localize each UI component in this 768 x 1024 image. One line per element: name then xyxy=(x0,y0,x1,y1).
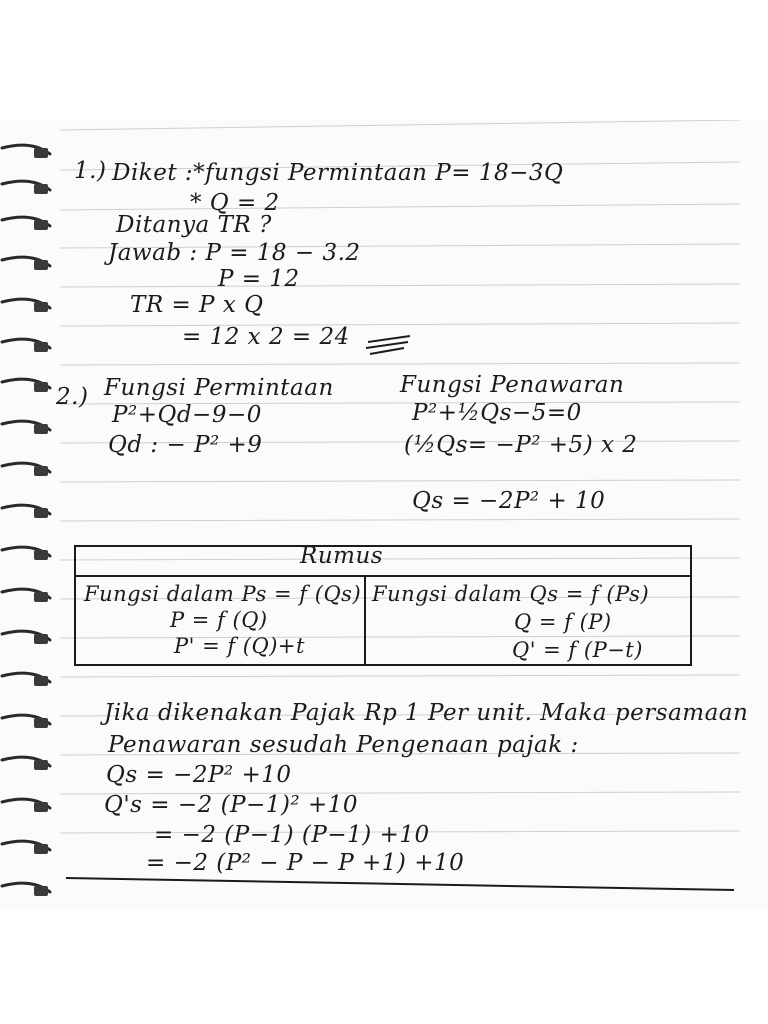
supply-eq3: Qs = −2P² + 10 xyxy=(412,488,606,514)
rumus-title: Rumus xyxy=(300,543,384,569)
problem1-q-value: * Q = 2 xyxy=(190,190,280,216)
problem1-tr-formula: TR = P x Q xyxy=(130,292,264,318)
tax-eq2: Q's = −2 (P−1)² +10 xyxy=(104,792,358,818)
problem1-jawab: Jawab : P = 18 − 3.2 xyxy=(108,240,361,266)
supply-eq1: P²+½Qs−5=0 xyxy=(412,400,582,426)
problem1-diket: Diket :*fungsi Permintaan P= 18−3Q xyxy=(112,160,564,186)
problem1-p-result: P = 12 xyxy=(218,266,300,292)
rumus-right-line2: Q' = f (P−t) xyxy=(512,638,643,662)
supply-title: Fungsi Penawaran xyxy=(400,372,625,398)
rumus-right-header: Fungsi dalam Qs = f (Ps) xyxy=(372,582,650,606)
underline-marks xyxy=(364,334,414,356)
notebook-page xyxy=(0,120,768,910)
rumus-right-line1: Q = f (P) xyxy=(514,610,612,634)
tax-line1: Jika dikenakan Pajak Rp 1 Per unit. Maka persamaan xyxy=(104,700,749,726)
tax-line2: Penawaran sesudah Pengenaan pajak : xyxy=(108,732,579,758)
rumus-left-line1: P = f (Q) xyxy=(170,608,268,632)
spiral-binding xyxy=(0,120,60,910)
demand-eq2: Qd : − P² +9 xyxy=(108,432,263,458)
tax-eq4: = −2 (P² − P − P +1) +10 xyxy=(146,850,465,876)
problem1-ditanya: Ditanya TR ? xyxy=(116,212,272,238)
supply-eq2: (½Qs= −P² +5) x 2 xyxy=(404,432,638,458)
rumus-left-line2: P' = f (Q)+t xyxy=(174,634,305,658)
problem1-number: 1.) xyxy=(74,158,107,184)
problem1-tr-result: = 12 x 2 = 24 xyxy=(182,324,350,350)
problem2-number: 2.) xyxy=(56,384,89,410)
rumus-column-divider xyxy=(364,577,366,666)
tax-eq1: Qs = −2P² +10 xyxy=(106,762,292,788)
tax-eq3: = −2 (P−1) (P−1) +10 xyxy=(154,822,430,848)
rumus-left-header: Fungsi dalam Ps = f (Qs) xyxy=(84,582,362,606)
demand-eq1: P²+Qd−9−0 xyxy=(112,402,262,428)
demand-title: Fungsi Permintaan xyxy=(104,375,334,401)
